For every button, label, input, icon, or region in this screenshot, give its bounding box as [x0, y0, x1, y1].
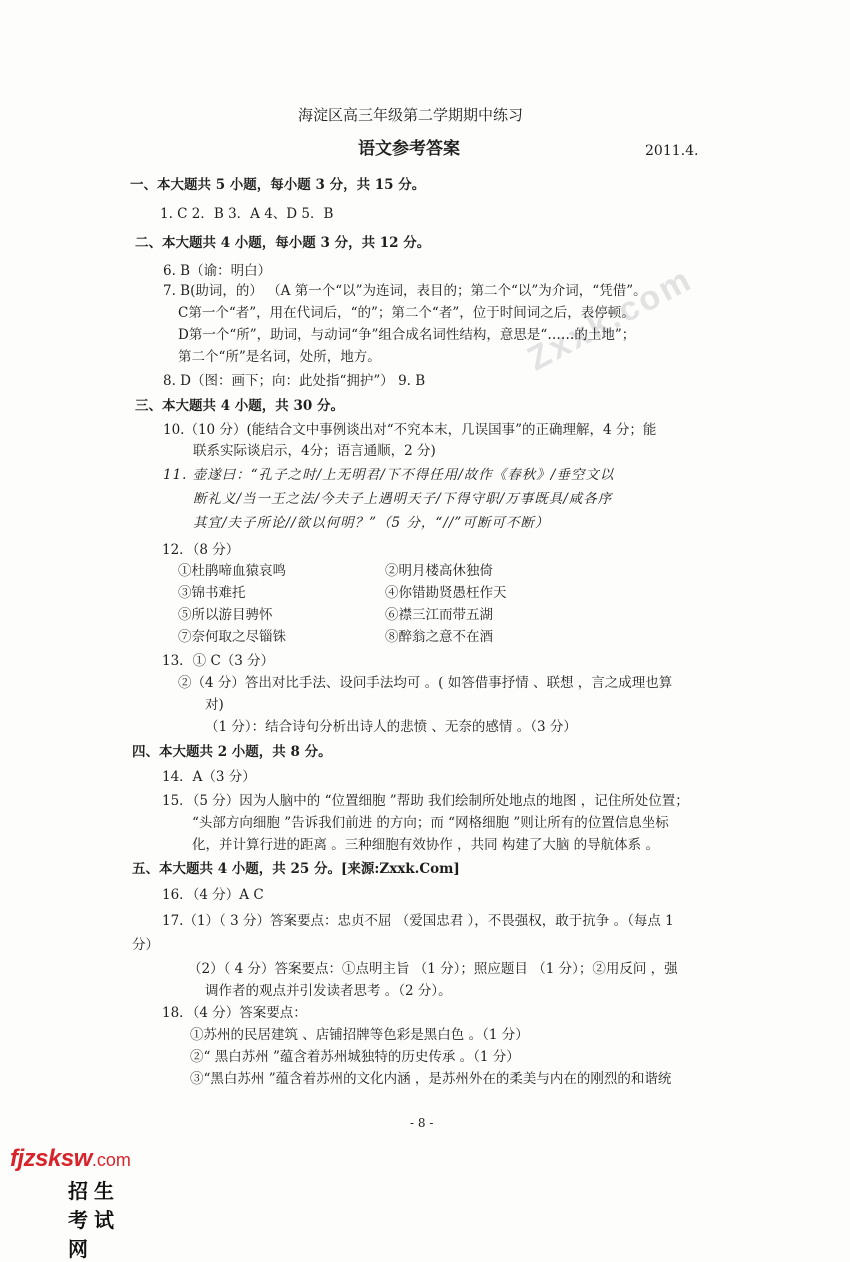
answer-line: 11. 壶遂曰：“孔子之时/上无明君/下不得任用/故作《春秋》/垂空文以 [163, 467, 615, 483]
answer-line: 对) [205, 697, 224, 713]
answer-line: 16．（4 分）A C [162, 887, 264, 903]
section-heading: 五、本大题共 4 小题，共 25 分。[来源:Zxxk.Com] [132, 861, 460, 877]
answer-line: （2）（ 4 分）答案要点：①点明主旨 （1 分）；照应题目 （1 分）；②用反问 ，强 [188, 961, 678, 977]
answer-line: ⑤所以游目骋怀 [178, 607, 273, 623]
answer-line: 第二个“所”是名词，处所，地方。 [178, 349, 381, 365]
answer-line: （1 分）：结合诗句分析出诗人的悲愤 、无奈的感情 。（3 分） [205, 719, 577, 735]
answer-line: 调作者的观点并引发读者思考 。（2 分）。 [205, 983, 452, 999]
logo-chinese: 招生考试网 [68, 1179, 120, 1261]
page-title: 海淀区高三年级第二学期期中练习 [298, 106, 524, 124]
section-heading: 四、本大题共 2 小题，共 8 分。 [132, 744, 332, 760]
page-subtitle: 语文参考答案 [358, 139, 460, 159]
answer-line: 17.（1）（ 3 分）答案要点：忠贞不屈 （爱国忠君 ），不畏强权，敢于抗争 。（每点 1 [162, 913, 674, 929]
answer-line: ⑥襟三江而带五湖 [385, 607, 493, 623]
section-heading: 三、本大题共 4 小题，共 30 分。 [135, 398, 344, 414]
answer-line: C第一个“者”，用在代词后，“的”；第二个“者”，位于时间词之后，表停顿。 [178, 305, 635, 321]
answer-line: ②“ 黑白苏州 ”蕴含着苏州城独特的历史传承 。（1 分） [190, 1049, 520, 1065]
answer-line: ①杜鹃啼血猿哀鸣 [178, 563, 286, 579]
answer-line: 10.（10 分）(能结合文中事例谈出对“不究本末，几误国事”的正确理解，4 分；能 [163, 422, 657, 438]
answer-line: 断礼义/当一王之法/今夫子上遇明天子/下得守职/万事既具/咸各序 [193, 491, 613, 507]
answer-line: ②明月楼高休独倚 [385, 563, 493, 579]
answer-line: ④你错勘贤愚枉作天 [385, 585, 507, 601]
section-heading: 一、本大题共 5 小题，每小题 3 分，共 15 分。 [130, 177, 426, 193]
answer-line: ⑧醉翁之意不在酒 [385, 629, 493, 645]
section-heading: 二、本大题共 4 小题，每小题 3 分，共 12 分。 [135, 235, 431, 251]
answer-line: 15．（5 分）因为人脑中的 “位置细胞 ”帮助 我们绘制所处地点的地图 ，记住所处位置； [162, 793, 689, 809]
date-label: 2011.4. [645, 143, 699, 159]
answer-line: “头部方向细胞 ”告诉我们前进 的方向；而 “网格细胞 ”则让所有的位置信息坐标 [192, 815, 669, 831]
answer-line: 联系实际谈启示，4分；语言通顺，2 分) [193, 443, 436, 459]
site-logo [10, 1145, 131, 1261]
answer-line: 12．（8 分） [162, 542, 240, 558]
answer-line: 13．① C（3 分） [162, 653, 275, 669]
answer-line: ③“黑白苏州 ”蕴含着苏州的文化内涵 ，是苏州外在的柔美与内在的刚烈的和谐统 [190, 1071, 672, 1087]
answer-line: 分） [132, 937, 159, 953]
answer-line: 6. B（谕：明白） [163, 263, 272, 279]
answer-line: ①苏州的民居建筑 、店铺招牌等色彩是黑白色 。（1 分） [190, 1027, 529, 1043]
answer-line: D第一个“所”，助词，与动词“争”组合成名词性结构，意思是“……的土地”； [178, 327, 636, 343]
answer-line: ⑦奈何取之尽锱铢 [178, 629, 286, 645]
logo-text: fjzsksw [10, 1145, 92, 1172]
answer-line: 其宜/夫子所论//欲以何明？”（5 分，“//”可断可不断） [193, 515, 550, 531]
logo-domain: .com [91, 1150, 131, 1170]
answer-line: 1. C 2．B 3．A 4、D 5．B [160, 206, 334, 222]
answer-line: 14．A（3 分） [162, 769, 256, 785]
answer-line: 8. D（图：画下；向：此处指“拥护”） 9. B [163, 373, 426, 389]
page-number: - 8 - [410, 1116, 434, 1130]
answer-line: ②（4 分）答出对比手法、设问手法均可 。( 如答借事抒情 、联想 ，言之成理也算 [178, 675, 673, 691]
answer-line: ③锦书难托 [178, 585, 246, 601]
answer-line: 18．（4 分）答案要点： [162, 1005, 307, 1021]
answer-line: 化，并计算行进的距离 。三种细胞有效协作 ，共同 构建了大脑 的导航体系 。 [192, 837, 659, 853]
watermark: Zxxk.com [521, 259, 699, 379]
answer-line: 7. B(助词，的） （A 第一个“以”为连词，表目的；第二个“以”为介词，“凭借”。 [163, 283, 647, 299]
